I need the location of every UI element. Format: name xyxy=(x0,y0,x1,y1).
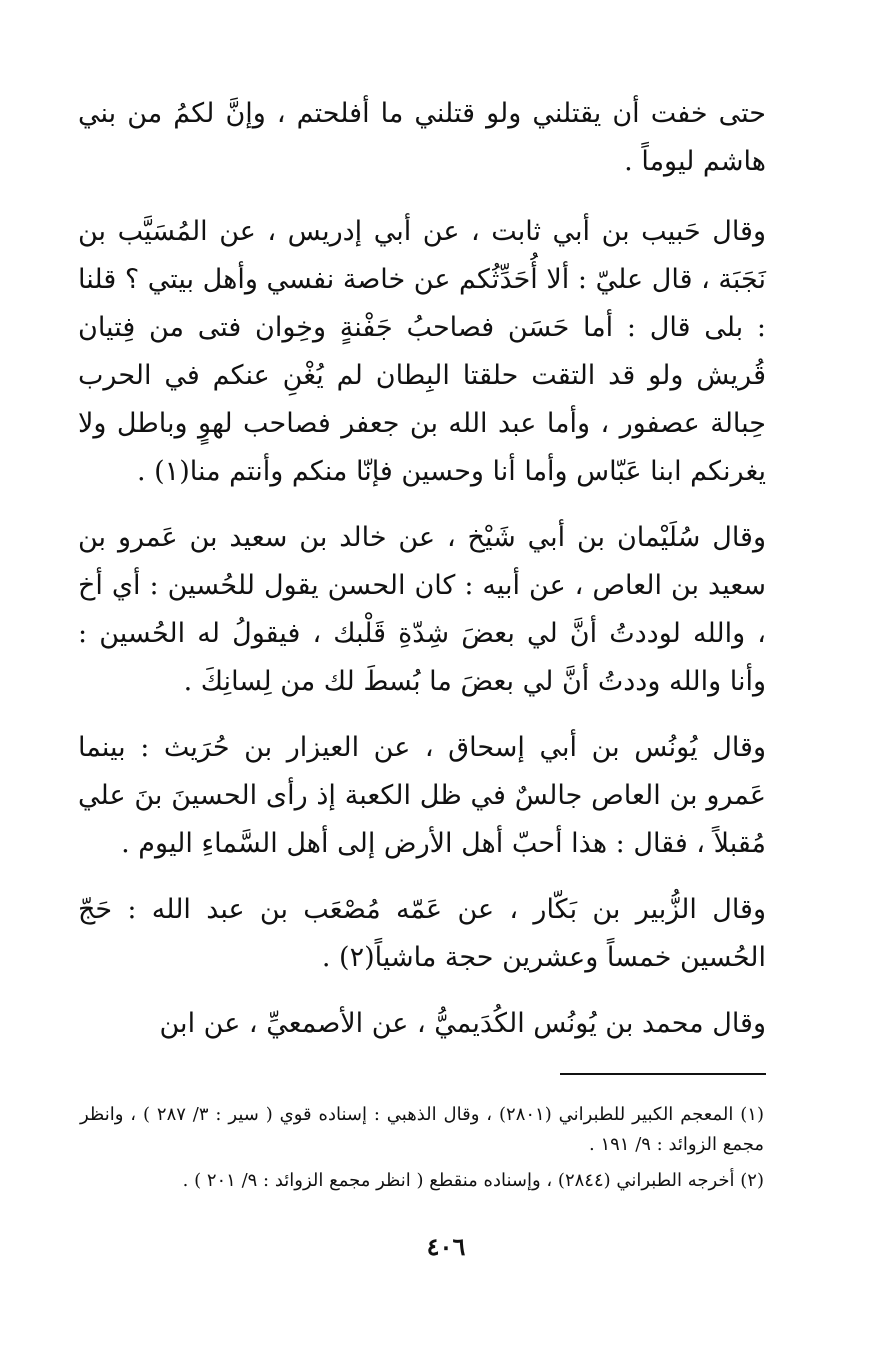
paragraph-5: وقال الزُّبير بن بَكّار ، عن عَمّه مُصْعَب بن عبد الله : حَجّ الحُسين خمساً وعشرين حجة ماشياً(٢) . xyxy=(78,894,766,973)
main-text xyxy=(78,90,766,1066)
footnotes xyxy=(80,1100,764,1202)
page-number: ٤٠٦ xyxy=(426,1232,466,1261)
paragraph-2: وقال حَبيب بن أبي ثابت ، عن أبي إدريس ، عن المُسَيَّب بن نَجَبَة ، قال عليّ : ألا أُحَدِّثُكم عن خاصة نفسي وأهل بيتي ؟ قلنا : بلى قال : أما حَسَن فصاحبُ جَفْنةٍ وخِوان فتى من فِتيان قُريش ولو قد التقت حلقتا البِطان لم يُغْنِ عنكم في الحرب حِبالة عصفور ، وأما عبد الله بن جعفر فصاحب لهوٍ وباطل ولا يغرنكم ابنا عَبّاس وأما أنا وحسين فإنّا منكم وأنتم منا(١) . xyxy=(78,216,766,487)
footnote-divider xyxy=(560,1073,766,1075)
footnote-1: (١) المعجم الكبير للطبراني (٢٨٠١) ، وقال الذهبي : إسناده قوي ( سير : ٣/ ٢٨٧ ) ، وانظر مجمع الزوائد : ٩/ ١٩١ . xyxy=(80,1104,764,1155)
paragraph-6: وقال محمد بن يُونُس الكُدَيميُّ ، عن الأصمعيِّ ، عن ابن xyxy=(159,1008,766,1039)
paragraph-3: وقال سُلَيْمان بن أبي شَيْخ ، عن خالد بن سعيد بن عَمرو بن سعيد بن العاص ، عن أبيه : كان الحسن يقول للحُسين : أي أخ ، والله لوددتُ أنَّ لي بعضَ شِدّةِ قَلْبك ، فيقولُ له الحُسين : وأنا والله وددتُ أنَّ لي بعضَ ما بُسطَ لك من لِسانِكَ . xyxy=(78,522,766,697)
paragraph-4: وقال يُونُس بن أبي إسحاق ، عن العيزار بن حُرَيث : بينما عَمرو بن العاص جالسٌ في ظل الكعبة إذ رأى الحسينَ بنَ علي مُقبلاً ، فقال : هذا أحبّ أهل الأرض إلى أهل السَّماءِ اليوم . xyxy=(78,732,766,859)
footnote-2: (٢) أخرجه الطبراني (٢٨٤٤) ، وإسناده منقطع ( انظر مجمع الزوائد : ٩/ ٢٠١ ) . xyxy=(182,1170,764,1191)
paragraph-1: حتى خفت أن يقتلني ولو قتلني ما أفلحتم ، وإنَّ لكمُ من بني هاشم ليوماً . xyxy=(78,98,766,177)
